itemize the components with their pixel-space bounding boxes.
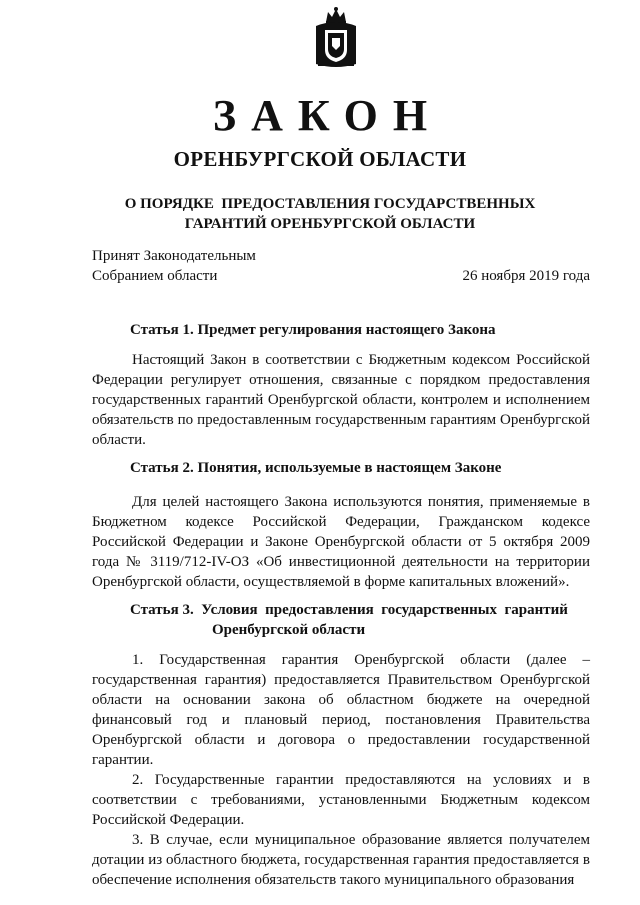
article-3-heading-line-2: Оренбургской области	[212, 622, 366, 638]
law-subject	[120, 194, 540, 234]
article-1-heading: Статья 1. Предмет регулирования настоящего Закона	[130, 322, 496, 338]
region-title: ОРЕНБУРГСКОЙ ОБЛАСТИ	[173, 147, 467, 171]
law-subject-line-2: ГАРАНТИЙ ОРЕНБУРГСКОЙ ОБЛАСТИ	[184, 216, 476, 232]
coat-of-arms-icon	[312, 6, 360, 70]
article-3-paragraph-1: 1. Государственная гарантия Оренбургской области (далее – государственная гарантия) предоставляется Правительством Оренбургской области на основании закона об областном бюджете на очередной финансовый год и плановый период, постановления Правительства Оренбургской области и договора о предоставлении государственной гарантии.	[92, 652, 590, 768]
article-3-heading-line-1: Статья 3. Условия предоставления государственных гарантий	[130, 602, 568, 618]
article-3-paragraph-3: 3. В случае, если муниципальное образование является получателем дотации из областного бюджета, государственная гарантия предоставляется в обеспечение исполнения обязательств такого муниципального образования	[92, 832, 590, 888]
adoption-note-line-1: Принят Законодательным	[92, 248, 256, 264]
article-2-body	[92, 492, 590, 592]
adoption-note-line-2: Собранием области	[92, 268, 218, 284]
adoption-date: 26 ноября 2019 года	[462, 268, 590, 284]
article-3-heading	[130, 600, 590, 640]
article-1-text: Настоящий Закон в соответствии с Бюджетным кодексом Российской Федерации регулирует отношения, связанные с порядком предоставления государственных гарантий Оренбургской области, контролем и исполнением обязательств по предоставленным государственным гарантиям Оренбургской области.	[92, 352, 590, 448]
article-2-heading: Статья 2. Понятия, используемые в настоящем Законе	[130, 460, 502, 476]
article-2-text: Для целей настоящего Закона используются понятия, применяемые в Бюджетном кодексе Российской Федерации, Гражданском кодексе Российской Федерации и Законе Оренбургской области от 5 октября 2009 года № 3119/712-IV-ОЗ «Об инвестиционной деятельности на территории Оренбургской области, осуществляемой в форме капитальных вложений».	[92, 494, 590, 590]
law-subject-line-1: О ПОРЯДКЕ ПРЕДОСТАВЛЕНИЯ ГОСУДАРСТВЕННЫХ	[124, 196, 536, 212]
article-3-body	[92, 650, 590, 890]
adoption-note	[92, 246, 352, 286]
article-1-body	[92, 350, 590, 450]
law-title: ЗАКОН	[212, 91, 443, 140]
article-3-paragraph-2: 2. Государственные гарантии предоставляются на условиях и в соответствии с требованиями, установленными Бюджетным кодексом Российской Федерации.	[92, 772, 590, 828]
